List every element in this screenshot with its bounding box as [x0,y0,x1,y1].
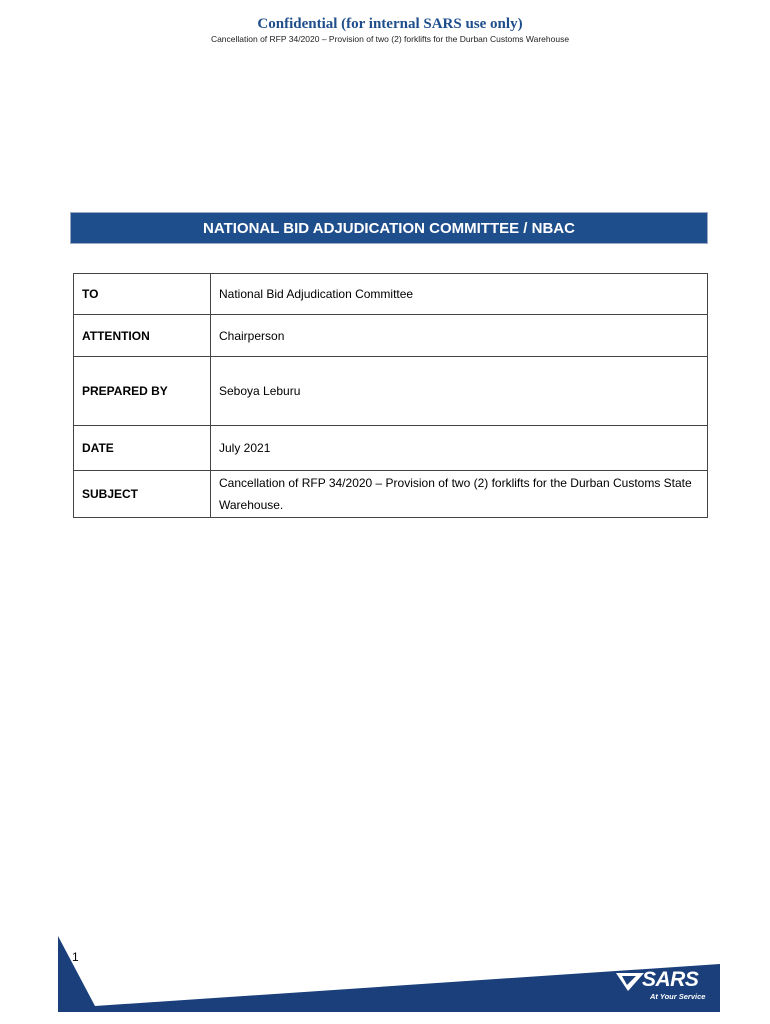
row-value-attention: Chairperson [211,315,708,357]
row-label-date: DATE [74,426,211,471]
row-label-subject: SUBJECT [74,471,211,518]
committee-banner [70,212,708,244]
table-row [74,315,708,357]
row-label-attention: ATTENTION [74,315,211,357]
confidential-header: Confidential (for internal SARS use only) [257,16,523,32]
row-value-to: National Bid Adjudication Committee [211,274,708,315]
logo-wordmark: SARS [642,968,699,991]
page-number: 1 [72,950,79,964]
document-subtitle: Cancellation of RFP 34/2020 – Provision of two (2) forklifts for the Durban Customs Warehouse [210,34,570,44]
row-value-subject: Cancellation of RFP 34/2020 – Provision of two (2) forklifts for the Durban Customs State Warehouse. [211,471,708,518]
row-label-prepared-by: PREPARED BY [74,357,211,426]
table-row [74,357,708,426]
sars-logo [616,968,716,1004]
row-label-to: TO [74,274,211,315]
memo-details-table [73,273,708,518]
table-row [74,426,708,471]
table-row [74,471,708,518]
row-value-date: July 2021 [211,426,708,471]
table-row [74,274,708,315]
logo-tagline: At Your Service [650,992,706,1001]
banner-title: NATIONAL BID ADJUDICATION COMMITTEE / NBAC [203,219,575,237]
row-value-prepared-by: Seboya Leburu [211,357,708,426]
